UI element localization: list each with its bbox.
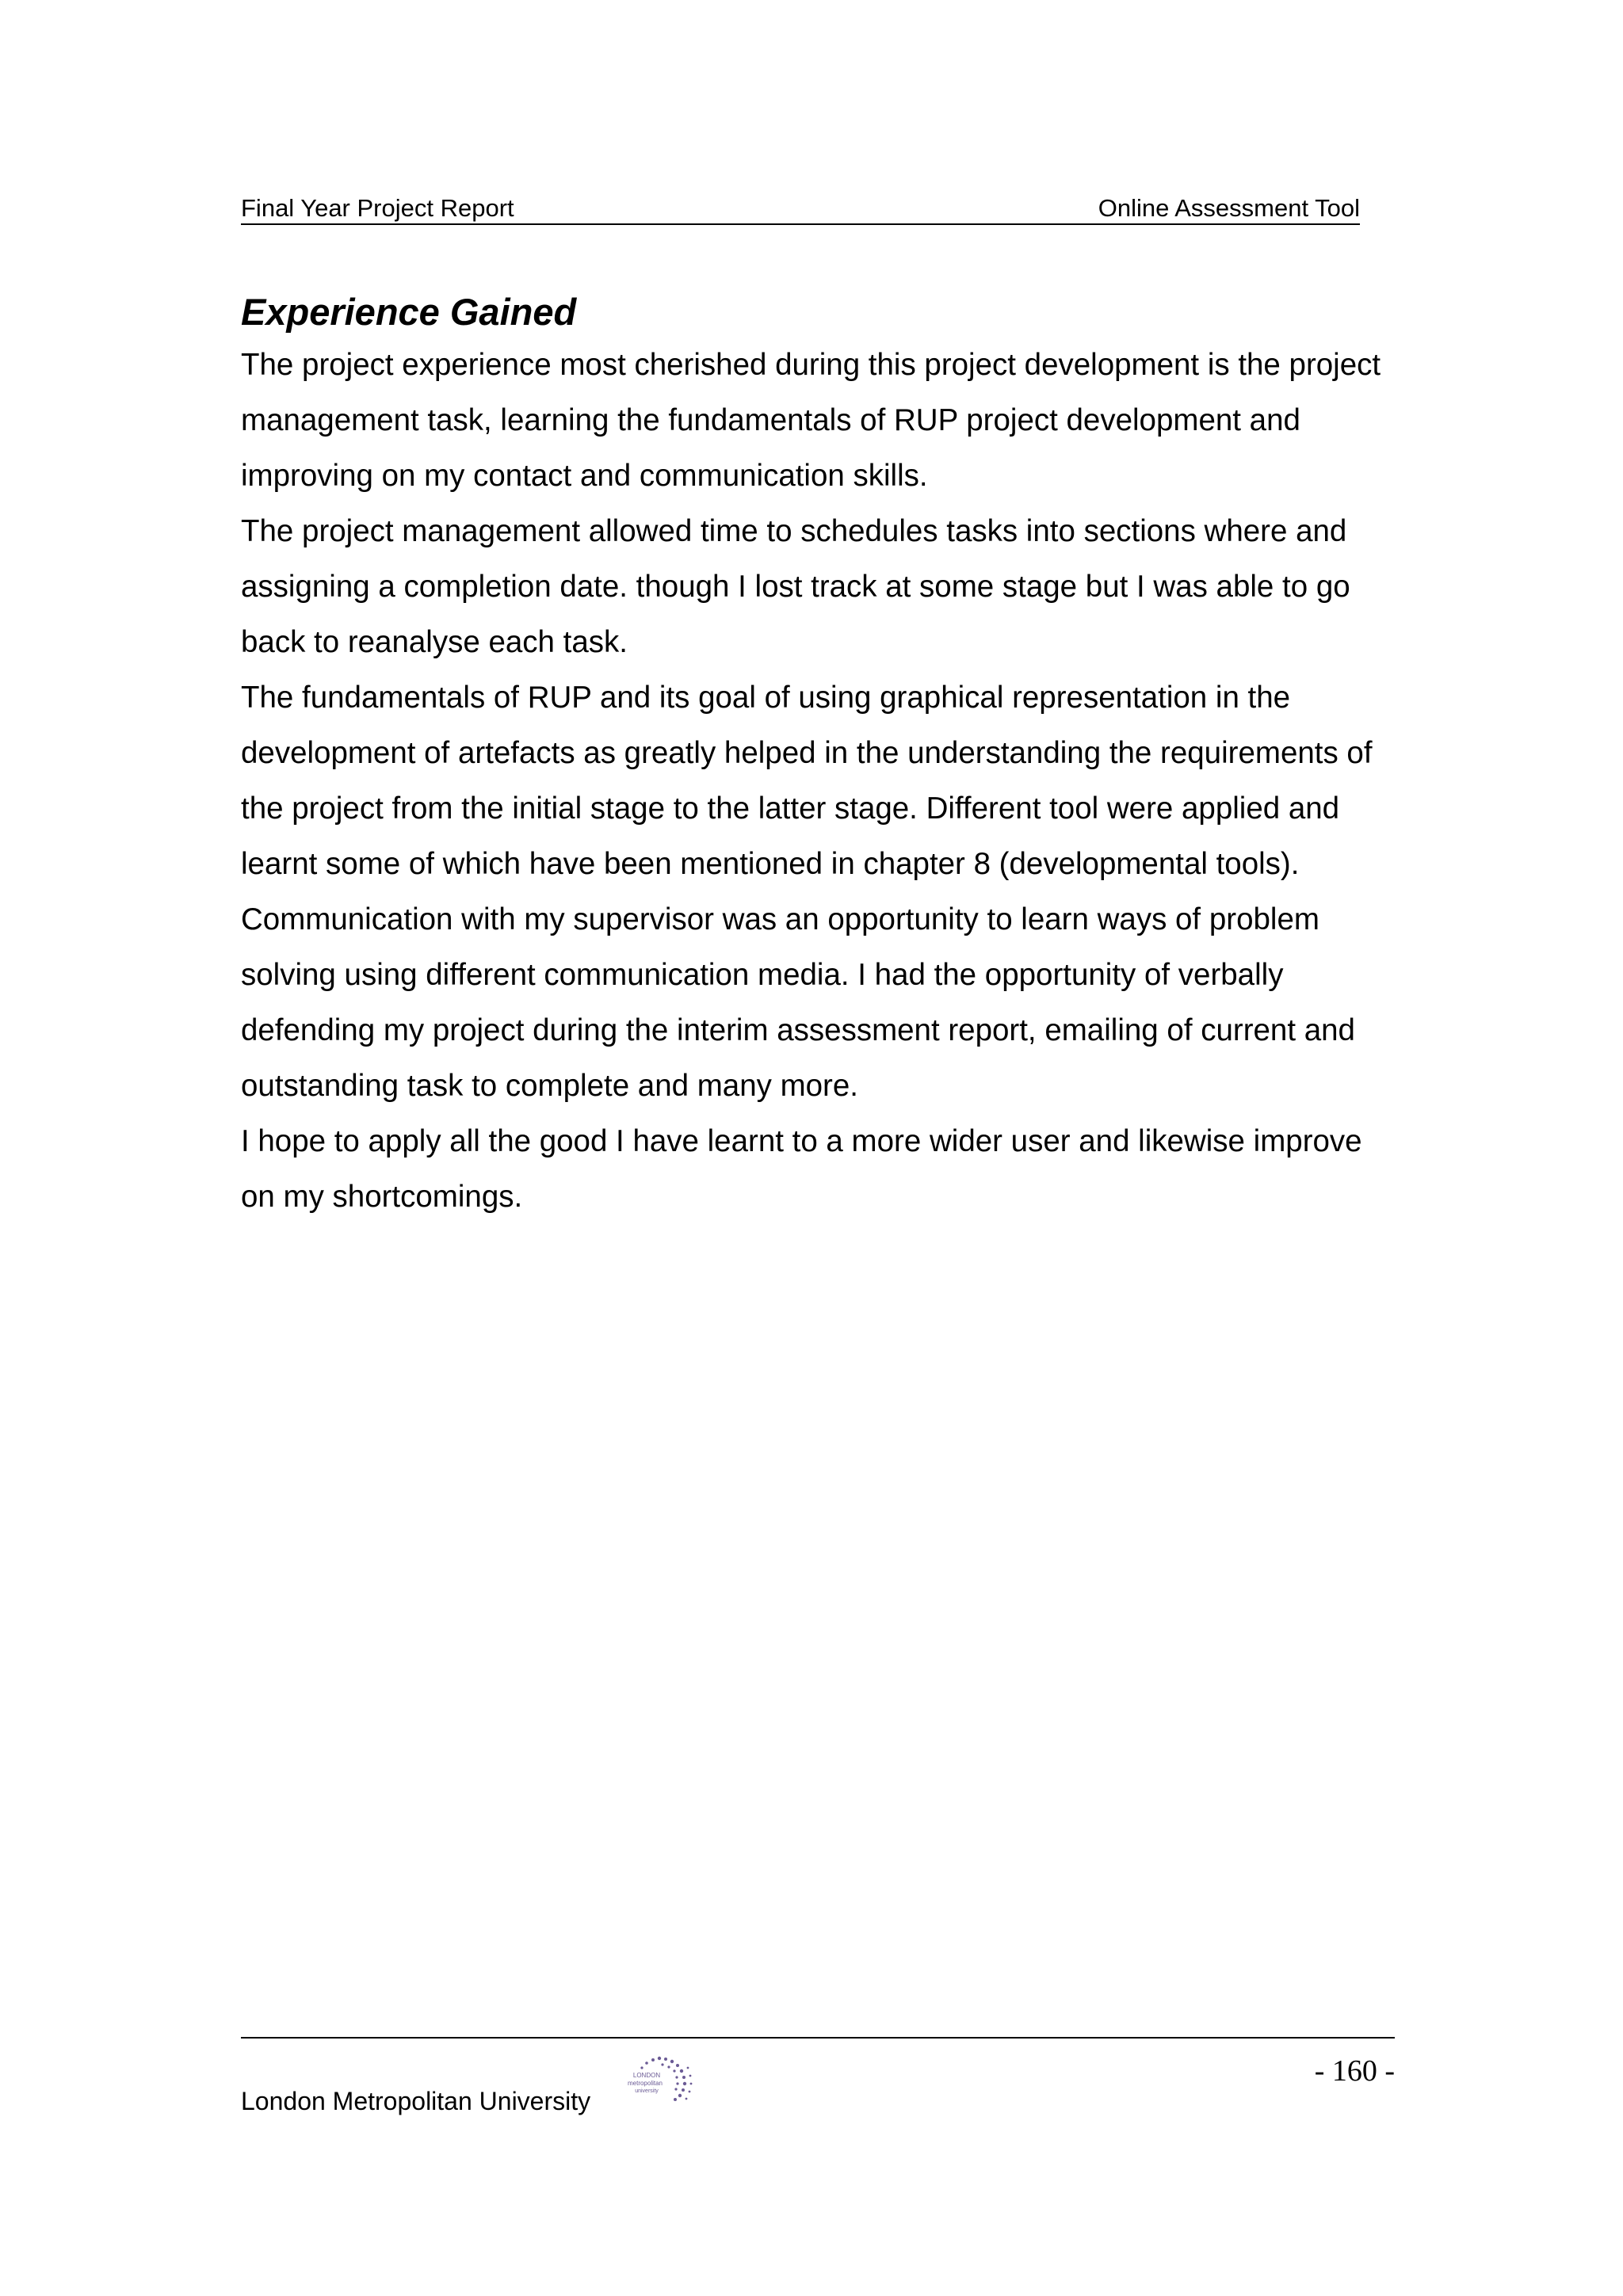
section-title: Experience Gained <box>241 291 577 333</box>
header-project-title: Online Assessment Tool <box>1098 194 1360 222</box>
paragraph-communication: Communication with my supervisor was an opportunity to learn ways of problem solving using different communication media. I had the opportunity of verbally defending my project during the interim assessment report, emailing of current and outstanding task to complete and many more. <box>241 902 1355 1103</box>
paragraph-rup-fundamentals: The fundamentals of RUP and its goal of using graphical representation in the development of artefacts as greatly helped in the understanding the requirements of the project from the initial stage to the latter stage. Different tool were applied and learnt some of which have been mentioned in chapter 8 (developmental tools). <box>241 681 1373 881</box>
paragraph-closing: I hope to apply all the good I have learnt to a more wider user and likewise improve on my shortcomings. <box>241 1124 1362 1214</box>
paragraph-project-management: The project management allowed time to schedules tasks into sections where and assigning a completion date. though I lost track at some stage but I was able to go back to reanalyse each task. <box>241 514 1350 659</box>
page-number: - 160 - <box>1314 2054 1395 2088</box>
footer-divider <box>241 2037 1395 2039</box>
running-header <box>241 193 1360 225</box>
header-report-title: Final Year Project Report <box>241 194 514 222</box>
university-name: London Metropolitan University <box>241 2087 591 2115</box>
main-content <box>241 287 1398 1225</box>
logo-text-metropolitan: metropolitan <box>627 2080 663 2087</box>
university-logo-icon <box>613 2054 704 2109</box>
logo-text-london: LONDON <box>632 2072 661 2079</box>
logo-text-university: university <box>635 2088 659 2094</box>
paragraph-project-experience: The project experience most cherished during this project development is the project management task, learning the fundamentals of RUP project development and improving on my contact and communication skills. <box>241 348 1381 493</box>
